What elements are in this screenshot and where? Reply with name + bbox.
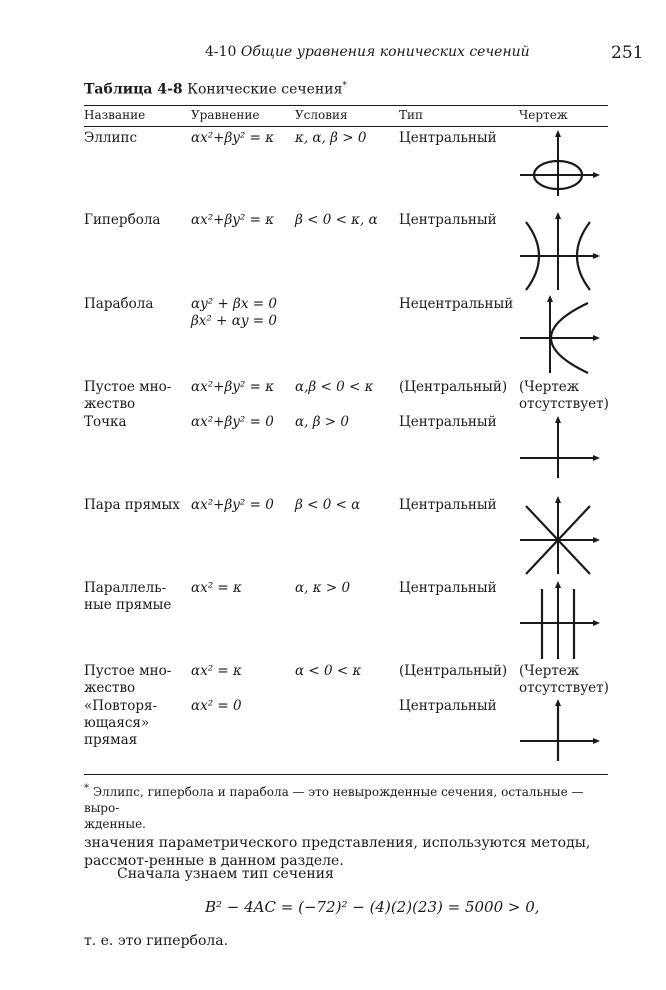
table-footnote bbox=[84, 781, 612, 832]
row-equation: αx²+βy² = κ bbox=[191, 130, 275, 146]
table-bottom-rule bbox=[84, 774, 608, 775]
row-name: Точка bbox=[84, 414, 127, 430]
column-header-type: Тип bbox=[399, 108, 423, 122]
row-name-cont: ющаяся» bbox=[84, 715, 150, 731]
row-conditions: β < 0 < κ, α bbox=[295, 212, 378, 228]
column-header-equation: Уравнение bbox=[191, 108, 260, 122]
row-name: Пустое мно- bbox=[84, 663, 172, 679]
row-name-cont: жество bbox=[84, 396, 136, 412]
hyperbola-drawing bbox=[518, 210, 602, 292]
row-equation: αx² = κ bbox=[191, 663, 242, 679]
row-drawing-note: (Чертеж bbox=[519, 379, 580, 395]
row-drawing-note-cont: отсутствует) bbox=[519, 396, 609, 412]
body-paragraph: значения параметрического представления, используются методы, рассмот-ренные в данном разделе. bbox=[84, 835, 591, 869]
row-drawing-note-cont: отсутствует) bbox=[519, 680, 609, 696]
row-equation: αx²+βy² = 0 bbox=[191, 414, 274, 430]
row-equation-alt: βx² + αy = 0 bbox=[191, 313, 277, 329]
row-name-cont2: прямая bbox=[84, 732, 138, 748]
table-caption-label: Таблица 4-8 bbox=[84, 81, 183, 98]
row-type: (Центральный) bbox=[399, 379, 508, 395]
row-name-cont: жество bbox=[84, 680, 136, 696]
row-conditions: β < 0 < α bbox=[295, 497, 361, 513]
row-type: Центральный bbox=[399, 497, 497, 513]
section-title: Общие уравнения конических сечений bbox=[240, 44, 530, 60]
row-name-cont: ные прямые bbox=[84, 597, 172, 613]
row-type: Нецентральный bbox=[399, 296, 514, 312]
row-equation: αx²+βy² = κ bbox=[191, 379, 275, 395]
table-caption bbox=[84, 81, 347, 98]
row-type: Центральный bbox=[399, 130, 497, 146]
row-name: Пара прямых bbox=[84, 497, 180, 513]
table-caption-text: Конические сечения bbox=[187, 81, 343, 98]
row-equation: αx²+βy² = κ bbox=[191, 212, 275, 228]
repeated-line-drawing bbox=[518, 697, 602, 763]
row-conditions: α,β < 0 < κ bbox=[295, 379, 374, 395]
row-name: Эллипс bbox=[84, 130, 138, 146]
table-header-rule bbox=[84, 126, 608, 127]
row-type: Центральный bbox=[399, 698, 497, 714]
row-conditions: α, κ > 0 bbox=[295, 580, 351, 596]
footnote-mark: * bbox=[84, 783, 89, 794]
footnote-line: Эллипс, гипербола и парабола — это невырожденные сечения, остальные — выро- bbox=[84, 785, 584, 815]
parabola-drawing bbox=[518, 293, 602, 375]
parallel-lines-drawing bbox=[518, 579, 602, 661]
line-pair-drawing bbox=[518, 494, 602, 576]
footnote-mark: * bbox=[342, 81, 347, 91]
running-header bbox=[205, 44, 530, 60]
table-top-rule bbox=[84, 105, 608, 106]
row-name: Параллель- bbox=[84, 580, 167, 596]
column-header-name: Название bbox=[84, 108, 146, 122]
row-conditions: κ, α, β > 0 bbox=[295, 130, 367, 146]
column-header-drawing: Чертеж bbox=[519, 108, 568, 122]
row-name: Гипербола bbox=[84, 212, 161, 228]
row-equation: αx² = κ bbox=[191, 580, 242, 596]
row-equation: αx²+βy² = 0 bbox=[191, 497, 274, 513]
row-type: Центральный bbox=[399, 580, 497, 596]
row-type: Центральный bbox=[399, 212, 497, 228]
page-number: 251 bbox=[611, 43, 644, 63]
body-paragraph: т. е. это гипербола. bbox=[84, 933, 229, 949]
row-type: (Центральный) bbox=[399, 663, 508, 679]
column-header-conditions: Условия bbox=[295, 108, 348, 122]
point-drawing bbox=[518, 414, 602, 480]
row-name: «Повторя- bbox=[84, 698, 158, 714]
section-number: 4-10 bbox=[205, 44, 237, 60]
row-name: Парабола bbox=[84, 296, 154, 312]
discriminant-formula: B² − 4AC = (−72)² − (4)(2)(23) = 5000 > 0, bbox=[205, 898, 540, 916]
row-conditions: α, β > 0 bbox=[295, 414, 349, 430]
row-type: Центральный bbox=[399, 414, 497, 430]
footnote-line-cont: жденные. bbox=[84, 817, 146, 831]
row-conditions: α < 0 < κ bbox=[295, 663, 362, 679]
body-paragraph: Сначала узнаем тип сечения bbox=[117, 866, 334, 882]
row-name: Пустое мно- bbox=[84, 379, 172, 395]
row-equation: αy² + βx = 0 bbox=[191, 296, 277, 312]
row-equation: αx² = 0 bbox=[191, 698, 242, 714]
row-drawing-note: (Чертеж bbox=[519, 663, 580, 679]
ellipse-drawing bbox=[518, 128, 602, 198]
